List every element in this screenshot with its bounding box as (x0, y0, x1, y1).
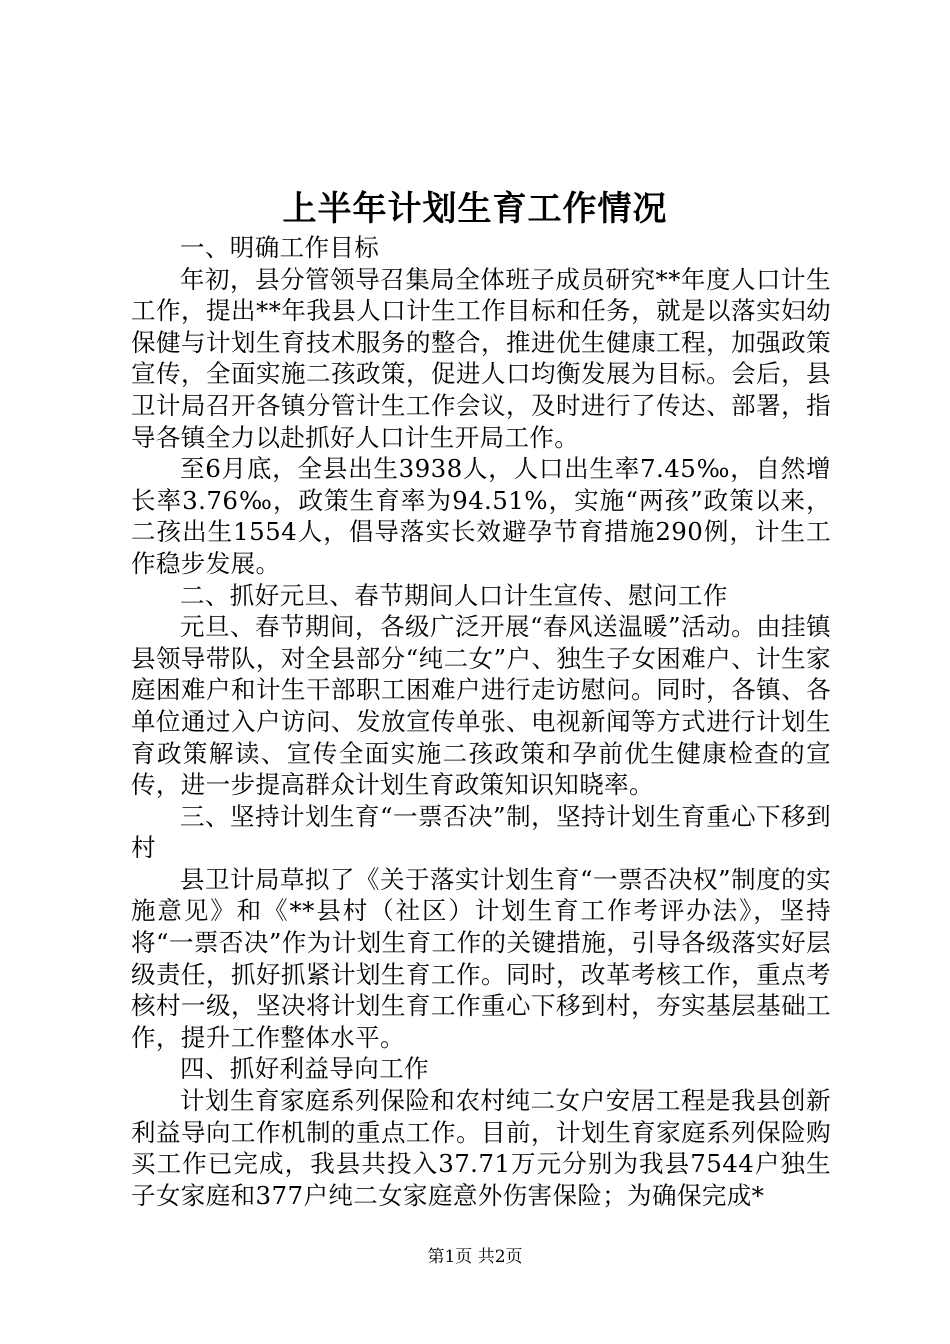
paragraph: 元旦、春节期间，各级广泛开展“春风送温暖”活动。由挂镇县领导带队，对全县部分“纯二女”户、独生子女困难户、计生家庭困难户和计生干部职工困难户进行走访慰问。同时，各镇、各单位通过入户访问、发放宣传单张、电视新闻等方式进行计划生育政策解读、宣传全面实施二孩政策和孕前优生健康检查的宣传，进一步提高群众计划生育政策知识知晓率。 (131, 612, 831, 800)
section-heading-2: 二、抓好元旦、春节期间人口计生宣传、慰问工作 (180, 580, 728, 610)
paragraph: 至6月底，全县出生3938人，人口出生率7.45‰，自然增长率3.76‰，政策生育率为94.51%，实施“两孩”政策以来，二孩出生1554人，倡导落实长效避孕节育措施290例，计生工作稳步发展。 (131, 454, 831, 578)
document-body (131, 232, 831, 1211)
section-heading-4: 四、抓好利益导向工作 (180, 1054, 429, 1084)
document-title: 上半年计划生育工作情况 (282, 189, 668, 229)
paragraph: 计划生育家庭系列保险和农村纯二女户安居工程是我县创新利益导向工作机制的重点工作。目前，计划生育家庭系列保险购买工作已完成，我县共投入37.71万元分别为我县7544户独生子女家庭和377户纯二女家庭意外伤害保险；为确保完成* (131, 1086, 831, 1210)
section-heading-3: 三、坚持计划生育“一票否决”制，坚持计划生育重心下移到村 (131, 801, 831, 863)
paragraph: 县卫计局草拟了《关于落实计划生育“一票否决权”制度的实施意见》和《**县村（社区）计划生育工作考评办法》，坚持将“一票否决”作为计划生育工作的关键措施，引导各级落实好层级责任，抓好抓紧计划生育工作。同时，改革考核工作，重点考核村一级，坚决将计划生育工作重心下移到村，夯实基层基础工作，提升工作整体水平。 (131, 864, 831, 1052)
paragraph: 年初，县分管领导召集局全体班子成员研究**年度人口计生工作，提出**年我县人口计生工作目标和任务，就是以落实妇幼保健与计划生育技术服务的整合，推进优生健康工程，加强政策宣传，全面实施二孩政策，促进人口均衡发展为目标。会后，县卫计局召开各镇分管计生工作会议，及时进行了传达、部署，指导各镇全力以赴抓好人口计生开局工作。 (131, 264, 831, 452)
section-heading-1: 一、明确工作目标 (180, 233, 380, 262)
page-footer: 第1页 共2页 (427, 1247, 523, 1267)
